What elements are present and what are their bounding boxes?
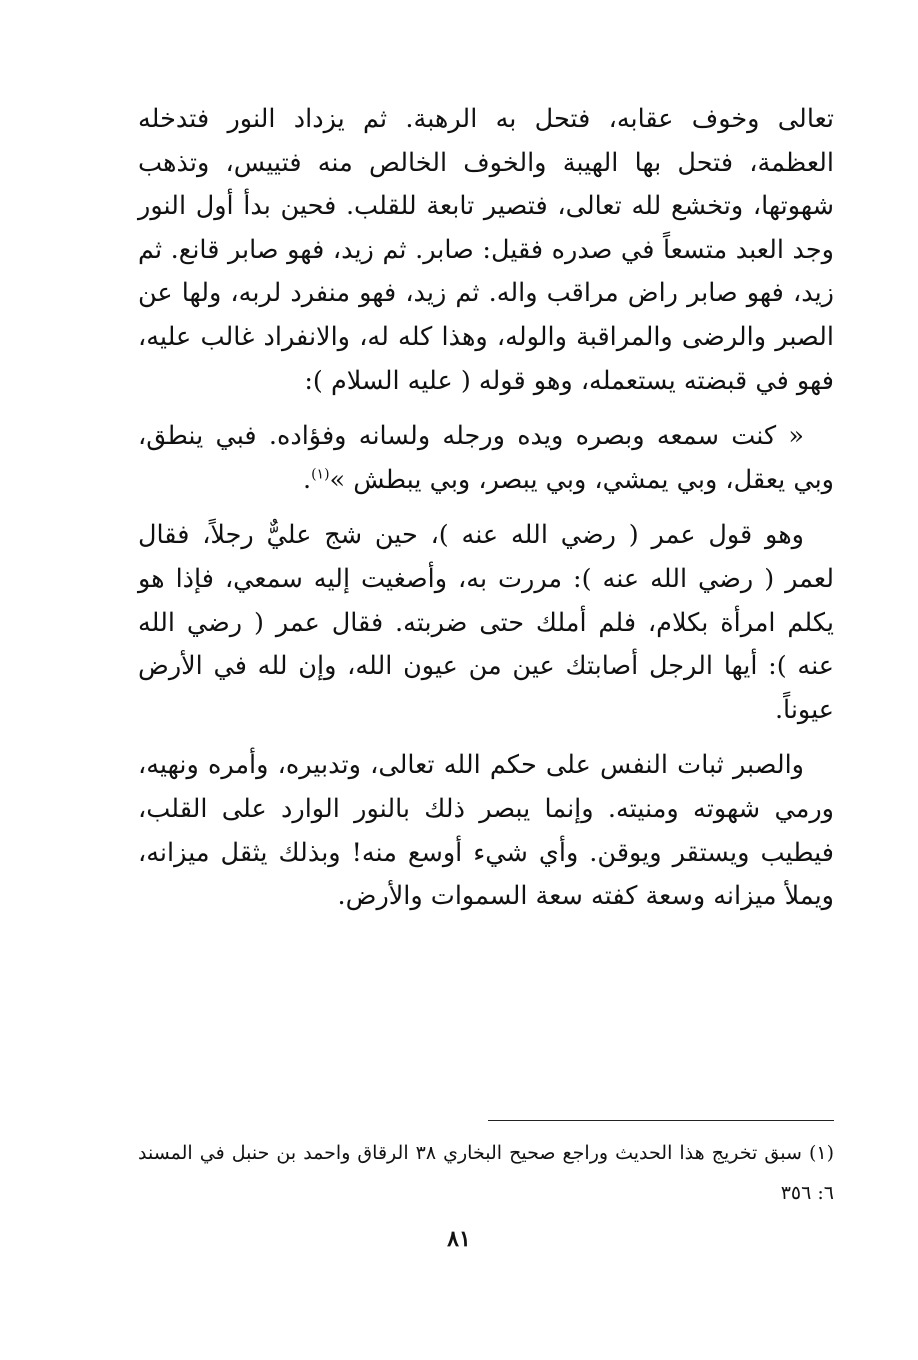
paragraph-2-hadith-quote bbox=[138, 415, 834, 502]
main-text bbox=[138, 98, 834, 919]
footnote-divider bbox=[488, 1120, 834, 1121]
paragraph-3-text: وهو قول عمر ( رضي الله عنه )، حين شج عليٌّ رجلاً، فقال لعمر ( رضي الله عنه ): مررت به، وأصغيت إليه سمعي، فإذا هو يكلم امرأة بكلام، فلم أملك حتى ضربته. فقال عمر ( رضي الله عنه ): أيها الرجل أصابتك عين من عيون الله، وإن لله في الأرض عيوناً. bbox=[138, 520, 834, 725]
footnote bbox=[138, 1133, 834, 1213]
footnote-text: (١) سبق تخريج هذا الحديث وراجع صحيح البخاري ٣٨ الرقاق واحمد بن حنبل في المسند ٦: ٣٥٦ bbox=[138, 1142, 834, 1204]
paragraph-4-text: والصبر ثبات النفس على حكم الله تعالى، وتدبيره، وأمره ونهيه، ورمي شهوته ومنيته. وإنما يبصر ذلك بالنور الوارد على القلب، فيطيب ويستقر ويوقن. وأي شيء أوسع منه! وبذلك يثقل ميزانه، ويملأ ميزانه وسعة كفته سعة السموات والأرض. bbox=[138, 750, 834, 912]
paragraph-4 bbox=[138, 744, 834, 918]
page-number: ٨١ bbox=[447, 1226, 471, 1252]
paragraph-2-tail: . bbox=[302, 464, 312, 495]
paragraph-3 bbox=[138, 514, 834, 732]
paragraph-2-text: « كنت سمعه وبصره ويده ورجله ولسانه وفؤاده. فبي ينطق، وبي يعقل، وبي يمشي، وبي يبصر، وبي يبطش » bbox=[138, 421, 834, 495]
paragraph-1-text: تعالى وخوف عقابه، فتحل به الرهبة. ثم يزداد النور فتدخله العظمة، فتحل بها الهيبة والخوف الخالص منه فتييس، وتذهب شهوتها، وتخشع لله تعالى، فتصير تابعة للقلب. فحين بدأ أول النور وجد العبد متسعاً في صدره فقيل: صابر. ثم زيد، فهو صابر قانع. ثم زيد، فهو صابر راض مراقب واله. ثم زيد، فهو منفرد لربه، ولها عن الصبر والرضى والمراقبة والوله، وهذا كله له، والانفراد غالب عليه، فهو في قبضته يستعمله، وهو قوله ( عليه السلام ): bbox=[138, 104, 834, 396]
paragraph-1 bbox=[138, 98, 834, 403]
footnote-reference-marker[interactable]: (١) bbox=[311, 466, 330, 483]
